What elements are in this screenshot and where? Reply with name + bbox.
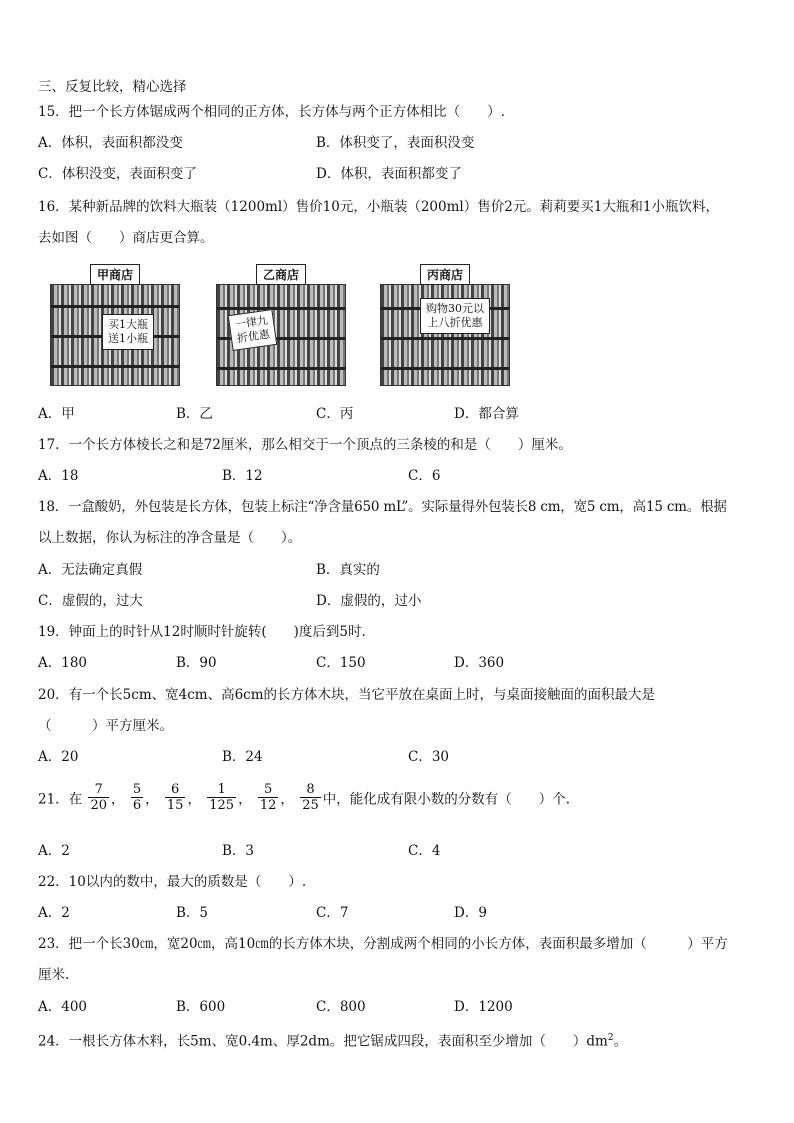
shop-bing-sign-line1: 购物30元以 [426, 302, 484, 315]
q20-option-b[interactable]: B．24 [222, 749, 263, 765]
q23-option-c[interactable]: C．800 [316, 999, 366, 1015]
q19-option-b[interactable]: B．90 [176, 655, 217, 671]
shop-yi-sign-line1: 一律九 [234, 313, 269, 332]
q24-stem-tail: 。 [613, 1033, 628, 1050]
q20-option-c[interactable]: C．30 [408, 749, 450, 765]
q18-option-a[interactable]: A．无法确定真假 [38, 562, 143, 578]
q21-stem [38, 782, 570, 813]
fraction-4 [207, 782, 236, 813]
shop-bing-sign [420, 298, 490, 334]
q21-sep-3: ， [187, 791, 201, 808]
fraction-3-num: 6 [165, 782, 186, 798]
q18-option-b[interactable]: B．真实的 [316, 562, 380, 578]
q15-option-d[interactable]: D．体积，表面积都变了 [316, 166, 462, 182]
q21-sep-1: ， [111, 791, 125, 808]
q23-option-d[interactable]: D．1200 [454, 999, 513, 1015]
section-title: 三、反复比较，精心选择 [38, 79, 187, 95]
q16-option-c[interactable]: C．丙 [316, 406, 354, 422]
q21-suffix: 中，能化成有限小数的分数有（ ）个. [322, 791, 571, 808]
q18-option-c[interactable]: C．虚假的，过大 [38, 593, 143, 609]
q18-option-d[interactable]: D．虚假的，过小 [316, 593, 422, 609]
q19-option-c[interactable]: C．150 [316, 655, 366, 671]
fraction-5-den: 12 [259, 798, 277, 813]
q23-option-b[interactable]: B．600 [176, 999, 226, 1015]
q16-stem-line1: 16．某种新品牌的饮料大瓶装（1200ml）售价10元，小瓶装（200ml）售价2元。莉莉要买1大瓶和1小瓶饮料， [38, 199, 719, 215]
fraction-5-num: 5 [258, 782, 279, 798]
q21-option-a[interactable]: A．2 [38, 843, 70, 859]
shop-jia-sign-line2: 送1小瓶 [108, 332, 148, 345]
q18-stem-line1: 18．一盒酸奶，外包装是长方体，包装上标注“净含量650 mL”。实际量得外包装长8 cm，宽5 cm，高15 cm。根据 [38, 499, 727, 515]
q23-stem-line2: 厘米. [38, 967, 70, 983]
shop-image-jia [50, 264, 180, 386]
fraction-6-den: 25 [302, 798, 319, 813]
shop-jia-sign-line1: 买1大瓶 [108, 318, 148, 331]
q15-stem: 15．把一个长方体锯成两个相同的正方体，长方体与两个正方体相比（ ）. [38, 104, 505, 120]
q15-option-b[interactable]: B．体积变了，表面积没变 [316, 135, 475, 151]
shop-jia-sign [102, 314, 154, 350]
q24-stem-text: 24．一根长方体木料，长5m、宽0.4m、厚2dm。把它锯成四段，表面积至少增加（ ）dm [38, 1033, 608, 1050]
q22-stem: 22．10以内的数中，最大的质数是（ ）. [38, 874, 307, 890]
fraction-2-den: 6 [132, 798, 142, 813]
q16-option-a[interactable]: A．甲 [38, 406, 75, 422]
q19-option-a[interactable]: A．180 [38, 655, 88, 671]
q17-option-a[interactable]: A．18 [38, 468, 79, 484]
q21-sep-4: ， [238, 791, 252, 808]
shop-bing-sign-line2: 上八折优惠 [427, 316, 483, 329]
q21-option-c[interactable]: C．4 [408, 843, 441, 859]
q17-option-c[interactable]: C．6 [408, 468, 441, 484]
q15-option-a[interactable]: A．体积，表面积都没变 [38, 135, 183, 151]
shop-yi-title: 乙商店 [256, 264, 306, 285]
q16-option-b[interactable]: B．乙 [176, 406, 213, 422]
q23-option-a[interactable]: A．400 [38, 999, 88, 1015]
q24-stem [38, 1029, 627, 1051]
fraction-2 [131, 782, 143, 813]
fraction-5 [258, 782, 279, 813]
q24-superscript: 2 [607, 1033, 614, 1043]
q20-stem-line2: （ ）平方厘米。 [38, 718, 173, 734]
fraction-3-den: 15 [166, 798, 184, 813]
shop-yi-sign-line2: 折优惠 [236, 327, 271, 346]
fraction-1 [88, 782, 109, 813]
q23-stem-line1: 23．把一个长30㎝，宽20㎝，高10㎝的长方体木块，分割成两个相同的小长方体，表面积最多增加（ ）平方 [38, 936, 728, 952]
fraction-3 [165, 782, 186, 813]
q16-option-d[interactable]: D．都合算 [454, 406, 519, 422]
q21-sep-5: ， [280, 791, 294, 808]
shop-image-yi [216, 264, 346, 386]
fraction-4-den: 125 [209, 798, 235, 813]
fraction-1-num: 7 [88, 782, 109, 798]
q21-option-b[interactable]: B．3 [222, 843, 255, 859]
q20-option-a[interactable]: A．20 [38, 749, 79, 765]
q19-stem: 19．钟面上的时针从12时顺时针旋转( )度后到5时. [38, 624, 366, 640]
fraction-6 [300, 782, 321, 813]
q15-option-c[interactable]: C．体积没变，表面积变了 [38, 166, 197, 182]
q19-option-d[interactable]: D．360 [454, 655, 505, 671]
shop-image-bing [380, 264, 510, 386]
fraction-4-num: 1 [207, 782, 236, 798]
fraction-6-num: 8 [300, 782, 321, 798]
q21-prefix: 21．在 [38, 791, 83, 808]
shop-yi-sign [228, 309, 278, 351]
q17-stem: 17．一个长方体棱长之和是72厘米，那么相交于一个顶点的三条棱的和是（ ）厘米。 [38, 437, 572, 453]
q22-option-d[interactable]: D．9 [454, 905, 487, 921]
q20-stem-line1: 20．有一个长5cm、宽4cm、高6cm的长方体木块，当它平放在桌面上时，与桌面接触面的面积最大是 [38, 687, 656, 703]
shop-bing-title: 丙商店 [420, 264, 470, 285]
q16-stem-line2: 去如图（ ）商店更合算。 [38, 230, 214, 246]
q22-option-a[interactable]: A．2 [38, 905, 70, 921]
q22-option-c[interactable]: C．7 [316, 905, 349, 921]
q22-option-b[interactable]: B．5 [176, 905, 209, 921]
fraction-1-den: 20 [90, 798, 108, 813]
q17-option-b[interactable]: B．12 [222, 468, 263, 484]
fraction-2-num: 5 [132, 782, 142, 797]
shop-jia-title: 甲商店 [90, 264, 140, 285]
q21-sep-2: ， [145, 791, 159, 808]
q18-stem-line2: 以上数据，你认为标注的净含量是（ ）。 [38, 530, 302, 546]
